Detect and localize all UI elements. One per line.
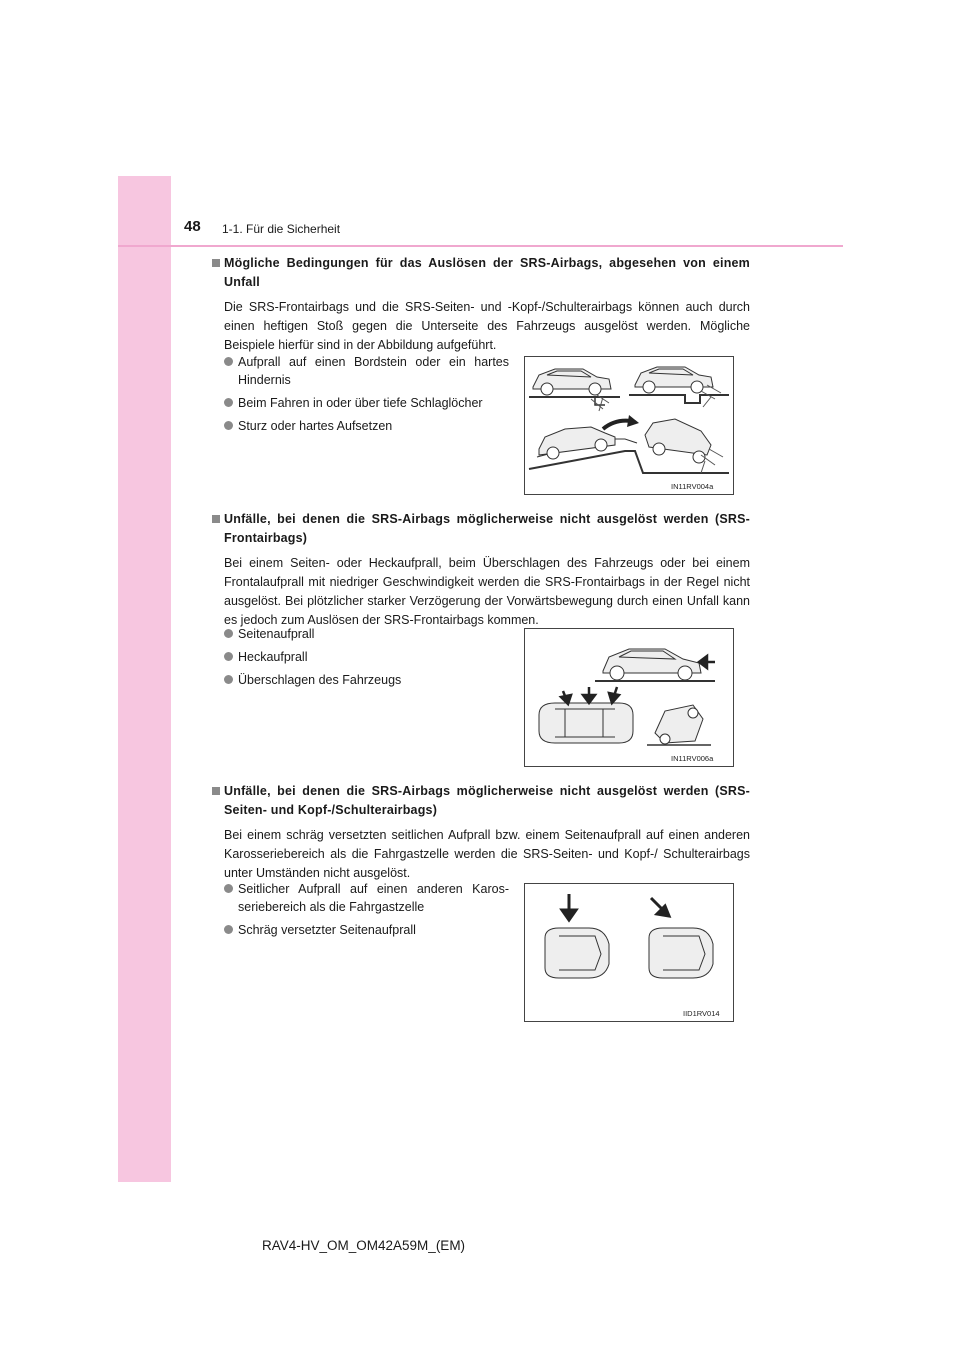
- section-title: 1-1. Für die Sicherheit: [222, 222, 341, 236]
- figure-code: IID1RV014: [683, 1009, 720, 1018]
- section-3-paragraph: Bei einem schräg versetzten seitlichen Aufprall bzw. einem Seitenaufprall auf einen anderen Karosseriebereich als die Fahrgastzelle werden die SRS-Seiten- und Kopf-/ Schulterairbags unter Umständen nicht ausgelöst.: [224, 828, 750, 880]
- square-bullet-icon: [212, 787, 220, 795]
- page-sidebar-tab: [118, 176, 171, 1182]
- list-item: Aufprall auf einen Bordstein oder ein hartes Hindernis: [224, 353, 509, 389]
- figure-code: IN11RV004a: [671, 482, 714, 491]
- section-2-bullets: [224, 625, 509, 694]
- section-3: [212, 782, 750, 883]
- header-divider: [118, 245, 843, 247]
- bullet-icon: [224, 357, 233, 366]
- figure-underbody-impact: [524, 356, 734, 495]
- list-item: Heckaufprall: [224, 648, 509, 666]
- document-id: RAV4-HV_OM_OM42A59M_(EM): [262, 1238, 466, 1253]
- car-impact-illustration: [525, 357, 733, 494]
- bullet-icon: [224, 925, 233, 934]
- bullet-icon: [224, 652, 233, 661]
- section-2-heading: Unfälle, bei denen die SRS-Airbags möglicherweise nicht ausgelöst werden (SRS-Frontairbags): [212, 510, 750, 548]
- section-1-paragraph: Die SRS-Frontairbags und die SRS-Seiten- und -Kopf-/Schulterairbags können auch durch einen heftigen Stoß gegen die Unterseite des Fahrzeugs ausgelöst werden. Mögliche Beispiele hierfür sind in der Abbildung aufgeführt.: [224, 300, 750, 352]
- list-item: Sturz oder hartes Aufsetzen: [224, 417, 509, 435]
- list-item: Überschlagen des Fahrzeugs: [224, 671, 509, 689]
- square-bullet-icon: [212, 259, 220, 267]
- bullet-icon: [224, 675, 233, 684]
- list-item: Schräg versetzter Seitenaufprall: [224, 921, 509, 939]
- list-item: Beim Fahren in oder über tiefe Schlaglöcher: [224, 394, 509, 412]
- page-number: 48: [184, 218, 201, 235]
- list-item: Seitenaufprall: [224, 625, 509, 643]
- figure-airbag-not-deployed-side: [524, 883, 734, 1022]
- section-2-paragraph: Bei einem Seiten- oder Heckaufprall, beim Überschlagen des Fahrzeugs oder bei einem Frontalaufprall mit niedriger Geschwindigkeit werden die SRS-Frontairbags in der Regel nicht ausgelöst. Bei plötzlicher starker Verzögerung der Vorwärtsbewegung durch einen Unfall kann es jedoch zum Auslösen der SRS-Frontairbags kommen.: [224, 556, 750, 627]
- figure-code: IN11RV006a: [671, 754, 714, 763]
- bullet-icon: [224, 398, 233, 407]
- list-item: Seitlicher Aufprall auf einen anderen Karos-seriebereich als die Fahrgastzelle: [224, 880, 509, 916]
- section-1-heading: Mögliche Bedingungen für das Auslösen der SRS-Airbags, abgesehen von einem Unfall: [212, 254, 750, 292]
- car-side-impact-illustration: [525, 884, 733, 1021]
- section-1-bullets: [224, 353, 509, 440]
- bullet-icon: [224, 421, 233, 430]
- bullet-icon: [224, 629, 233, 638]
- section-3-heading: Unfälle, bei denen die SRS-Airbags möglicherweise nicht ausgelöst werden (SRS-Seiten- und Kopf-/Schulterairbags): [212, 782, 750, 820]
- figure-airbag-not-deployed-front: [524, 628, 734, 767]
- car-crash-types-illustration: [525, 629, 733, 766]
- section-1: [212, 254, 750, 355]
- bullet-icon: [224, 884, 233, 893]
- square-bullet-icon: [212, 515, 220, 523]
- section-2: [212, 510, 750, 630]
- section-3-bullets: [224, 880, 509, 944]
